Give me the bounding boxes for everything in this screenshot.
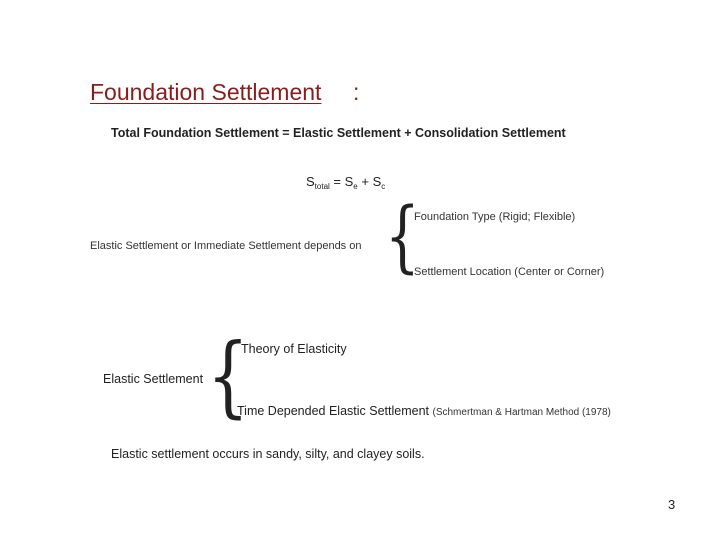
method-citation: (Schmertman & Hartman Method (1978) [432, 407, 611, 418]
slide-title-colon: : [353, 79, 360, 105]
depends-item-settlement-location: Settlement Location (Center or Corner) [414, 266, 605, 278]
formula-lhs-subscript: total [314, 182, 330, 191]
depends-on-text: Elastic Settlement or Immediate Settlement depends on [90, 240, 362, 252]
depends-item-foundation-type: Foundation Type (Rigid; Flexible) [414, 211, 576, 223]
elastic-item-theory: Theory of Elasticity [241, 342, 347, 356]
settlement-formula [306, 174, 385, 191]
slide-title: Foundation Settlement [90, 79, 322, 105]
elastic-settlement-label: Elastic Settlement [103, 372, 204, 386]
soils-note: Elastic settlement occurs in sandy, silty, and clayey soils. [111, 447, 425, 461]
time-dependent-text: Time Depended Elastic Settlement [237, 404, 429, 418]
formula-lhs-symbol: S [306, 174, 315, 189]
curly-brace-elastic: { [207, 324, 249, 427]
total-settlement-equation: Total Foundation Settlement = Elastic Settlement + Consolidation Settlement [111, 126, 566, 140]
formula-term2-subscript: c [381, 182, 386, 191]
curly-brace-depends: { [385, 192, 420, 282]
formula-equals: = [329, 174, 345, 189]
formula-plus: + [357, 174, 373, 189]
formula-term1-symbol: S [344, 174, 354, 189]
formula-term2-symbol: S [372, 174, 382, 189]
formula-term1-subscript: e [353, 182, 358, 191]
elastic-item-time-dependent [237, 404, 611, 418]
page-number: 3 [668, 497, 676, 512]
